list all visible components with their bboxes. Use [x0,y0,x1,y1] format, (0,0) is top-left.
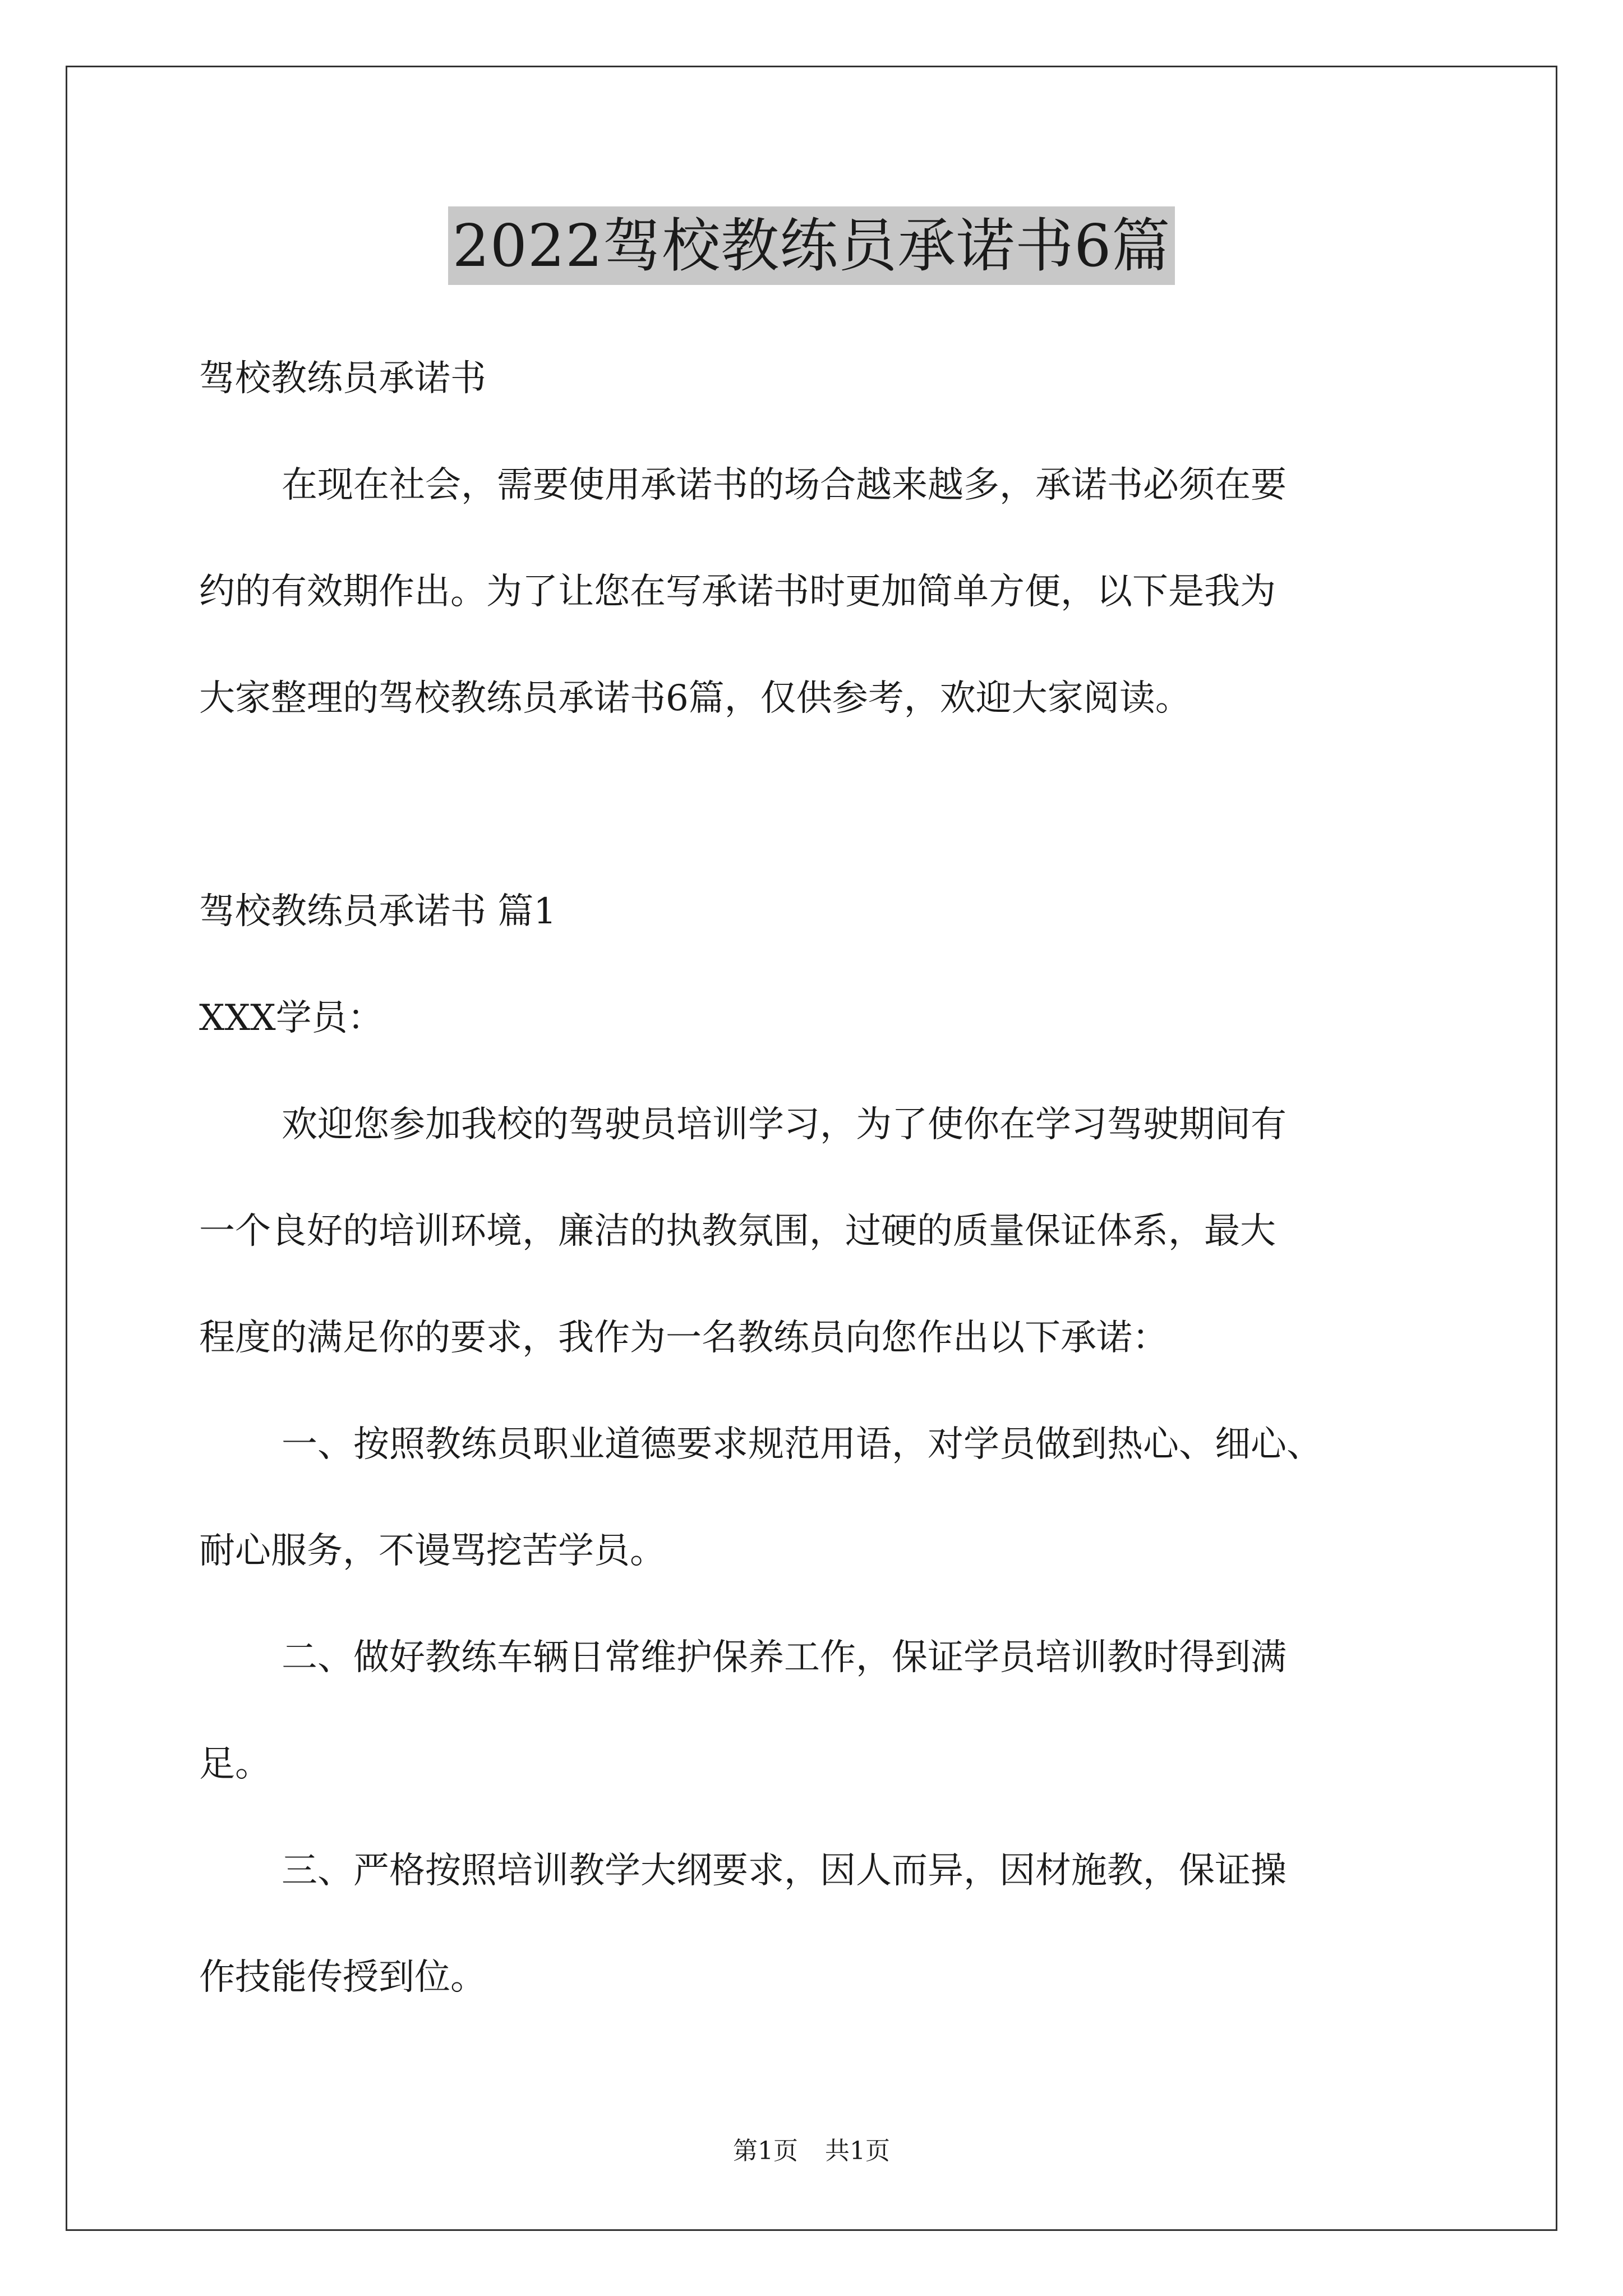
salutation: XXX学员： [199,997,384,1039]
paragraph-line: 作技能传授到位。 [199,1957,486,1998]
paragraph-line: 二、做好教练车辆日常维护保养工作，保证学员培训教时得到满 [282,1637,1287,1678]
paragraph-line: 程度的满足你的要求，我作为一名教练员向您作出以下承诺： [199,1317,1168,1359]
section-heading: 驾校教练员承诺书 [199,358,486,399]
section-heading: 驾校教练员承诺书 篇1 [199,891,557,932]
page-footer [0,2134,1623,2168]
page-count: 共1页 [825,2137,890,2165]
paragraph-line: 一个良好的培训环境，廉洁的执教氛围，过硬的质量保证体系，最大 [199,1211,1276,1252]
title-container [0,206,1623,285]
paragraph-line: 一、按照教练员职业道德要求规范用语，对学员做到热心、细心、 [282,1424,1322,1465]
document-title: 2022驾校教练员承诺书6篇 [448,206,1175,285]
paragraph-line: 三、严格按照培训教学大纲要求，因人而异，因材施教，保证操 [282,1850,1287,1892]
paragraph-line: 足。 [199,1743,271,1785]
paragraph-line: 耐心服务，不谩骂挖苦学员。 [199,1530,666,1572]
paragraph-line: 在现在社会，需要使用承诺书的场合越来越多，承诺书必须在要 [282,464,1287,506]
paragraph-line: 大家整理的驾校教练员承诺书6篇，仅供参考，欢迎大家阅读。 [199,678,1191,719]
paragraph-line: 约的有效期作出。为了让您在写承诺书时更加简单方便，以下是我为 [199,571,1276,613]
page-number: 第1页 [733,2137,798,2165]
paragraph-line: 欢迎您参加我校的驾驶员培训学习，为了使你在学习驾驶期间有 [282,1104,1287,1145]
